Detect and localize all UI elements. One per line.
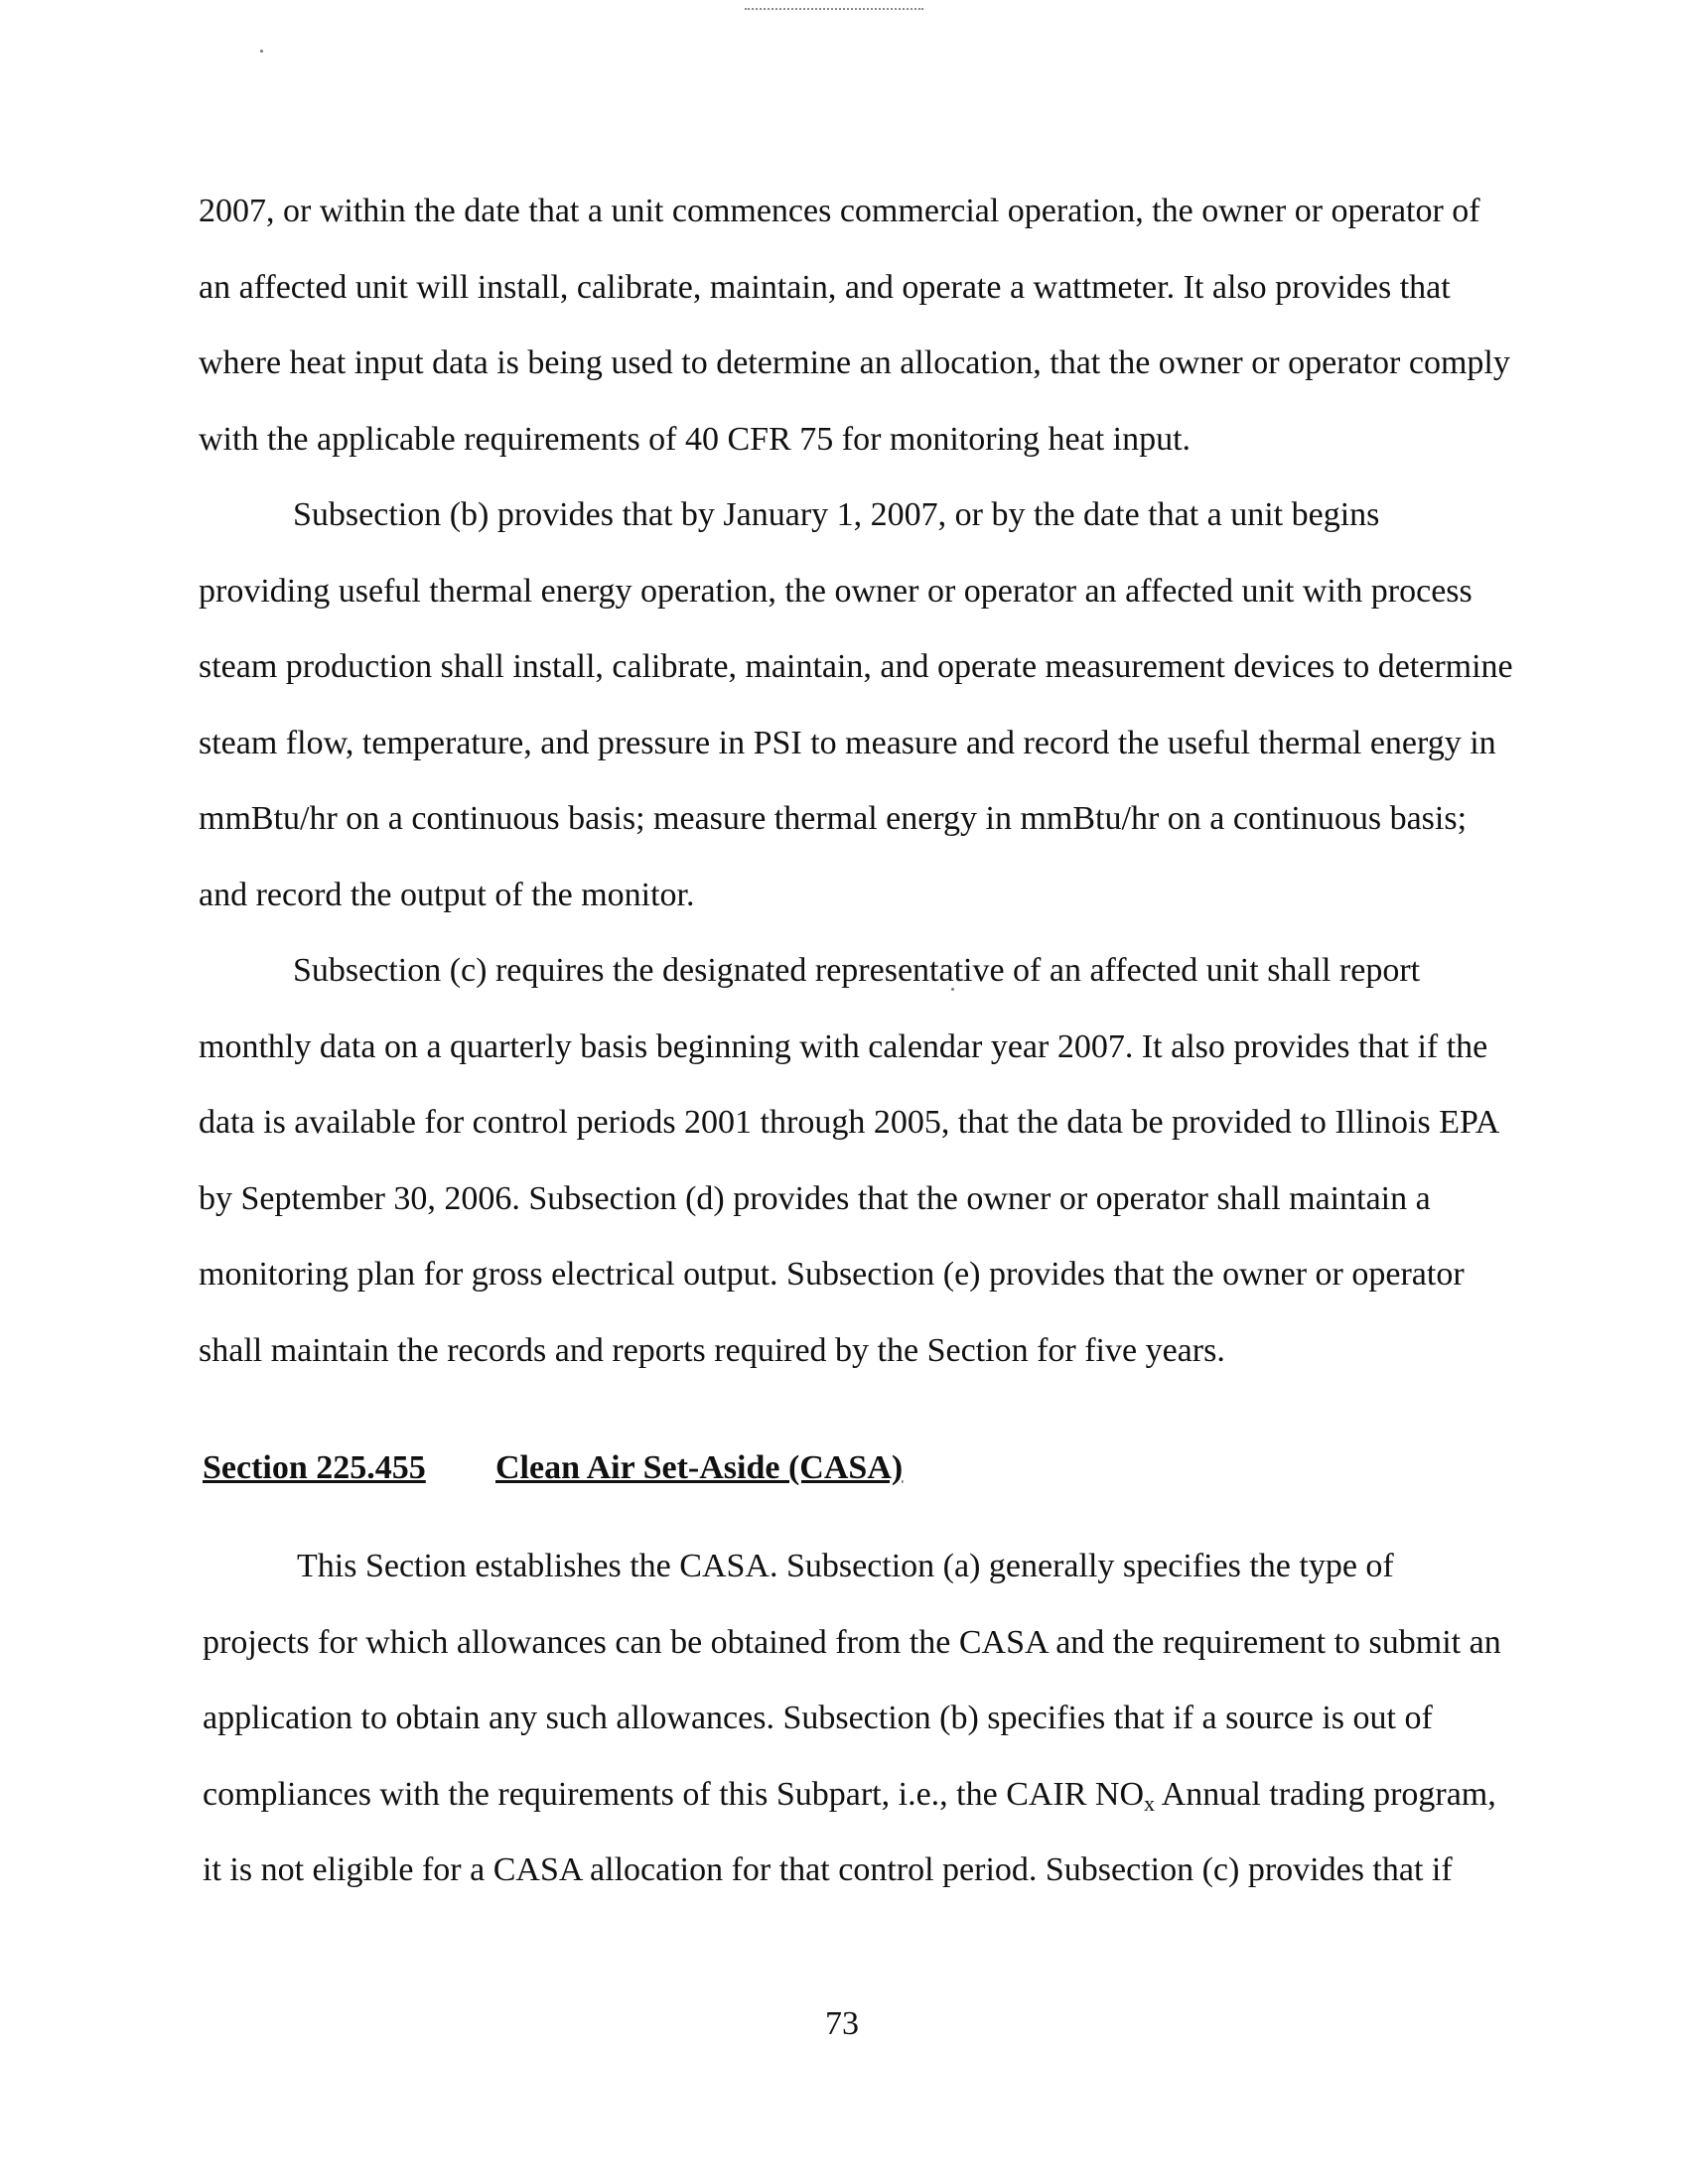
text-line: steam production shall install, calibrate, maintain, and operate measurement devices to determine — [199, 648, 1513, 685]
section-title: Clean Air Set-Aside (CASA) — [495, 1449, 904, 1486]
text-line-with-subscript — [203, 1757, 1496, 1834]
paragraph-section-225-455 — [203, 1529, 1501, 1909]
scan-artifact-top — [745, 8, 923, 10]
text-line: by September 30, 2006. Subsection (d) provides that the owner or operator shall maintain a — [199, 1179, 1431, 1217]
subscript-x: x — [1144, 1790, 1156, 1816]
text-line: 2007, or within the date that a unit commences commercial operation, the owner or operator of — [199, 193, 1480, 229]
text-line: steam flow, temperature, and pressure in PSI to measure and record the useful thermal energy in — [199, 724, 1496, 761]
section-heading — [203, 1449, 903, 1487]
text-line: This Section establishes the CASA. Subsection (a) generally specifies the type of — [297, 1548, 1394, 1584]
text-line: data is available for control periods 2001 through 2005, that the data be provided to Illinois EPA — [199, 1104, 1500, 1141]
paragraph-continuation — [199, 174, 1510, 478]
text-line: monthly data on a quarterly basis beginning with calendar year 2007. It also provides that if the — [199, 1027, 1488, 1065]
text-line: it is not eligible for a CASA allocation for that control period. Subsection (c) provides that if — [203, 1851, 1453, 1888]
text-line: where heat input data is being used to determine an allocation, that the owner or operator comply — [199, 344, 1510, 381]
section-number: Section 225.455 — [203, 1449, 426, 1486]
paragraph-subsection-b — [199, 478, 1513, 933]
text-line: and record the output of the monitor. — [199, 876, 695, 913]
scan-speck — [260, 50, 263, 53]
text-line: monitoring plan for gross electrical output. Subsection (e) provides that the owner or operator — [199, 1256, 1465, 1293]
text-line: mmBtu/hr on a continuous basis; measure thermal energy in mmBtu/hr on a continuous basis; — [199, 800, 1468, 837]
text-line: providing useful thermal energy operation, the owner or operator an affected unit with process — [199, 572, 1473, 610]
text-line: application to obtain any such allowances. Subsection (b) specifies that if a source is out of — [203, 1700, 1433, 1736]
text-line: projects for which allowances can be obtained from the CASA and the requirement to submit an — [203, 1623, 1501, 1661]
page-number: 73 — [825, 2005, 859, 2042]
text-run: compliances with the requirements of this Subpart, i.e., the CAIR NO — [203, 1775, 1145, 1813]
text-line: with the applicable requirements of 40 CFR 75 for monitoring heat input. — [199, 420, 1192, 458]
text-line: Subsection (b) provides that by January 1, 2007, or by the date that a unit begins — [293, 496, 1380, 533]
text-run: Annual trading program, — [1155, 1775, 1496, 1813]
text-line: Subsection (c) requires the designated representative of an affected unit shall report — [293, 952, 1421, 989]
paragraph-subsection-c — [199, 933, 1500, 1389]
text-line: an affected unit will install, calibrate, maintain, and operate a wattmeter. It also provides that — [199, 268, 1451, 306]
text-line: shall maintain the records and reports required by the Section for five years. — [199, 1331, 1225, 1369]
